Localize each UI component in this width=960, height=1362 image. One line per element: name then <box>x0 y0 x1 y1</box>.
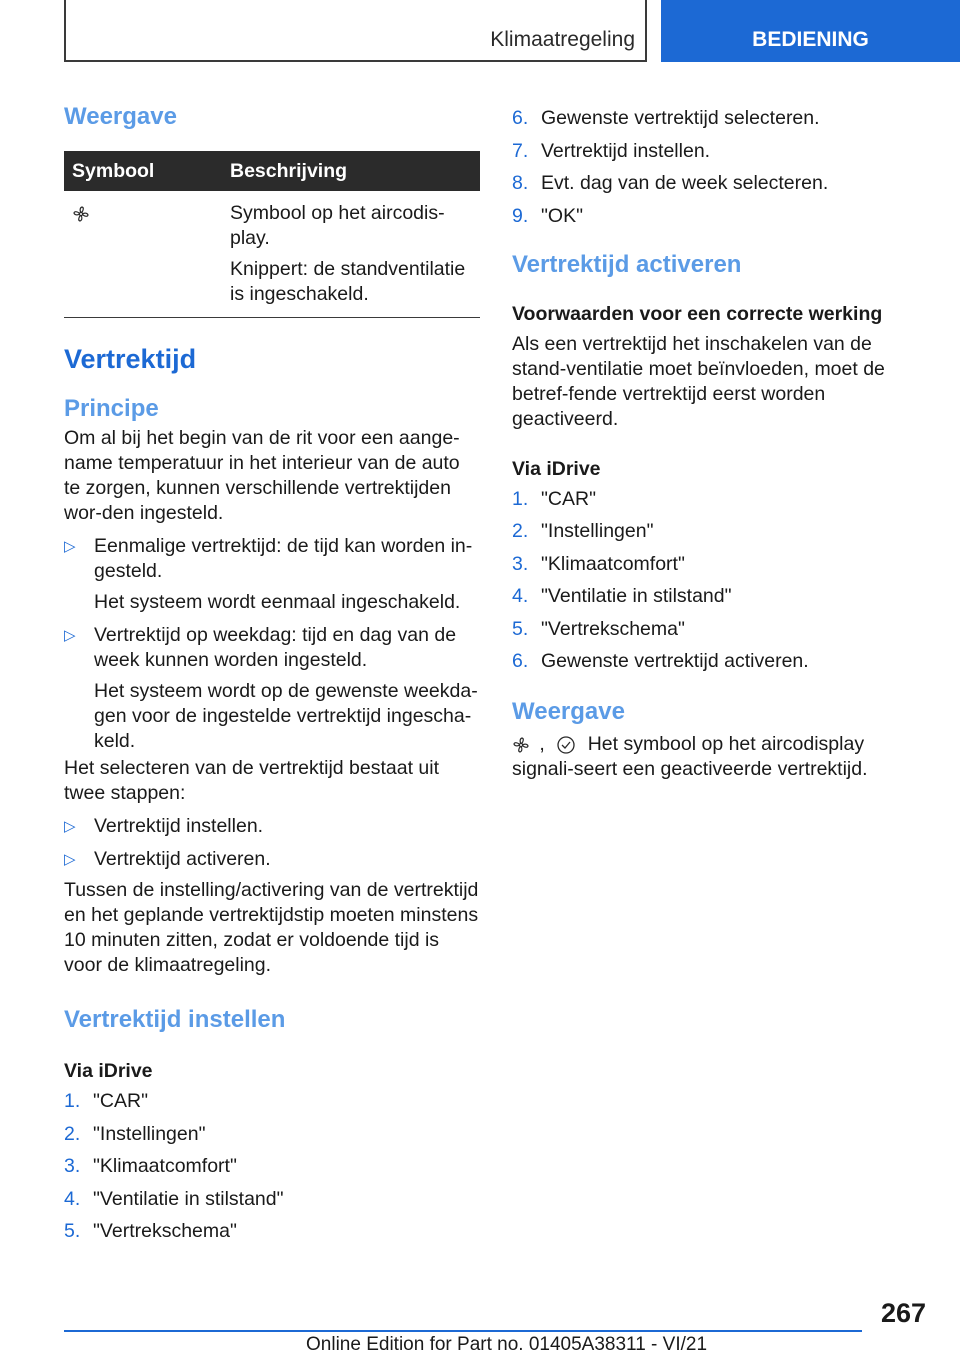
header-frame <box>64 0 647 62</box>
list-item <box>64 1187 480 1212</box>
list-item <box>64 1219 480 1244</box>
fan-icon <box>72 205 90 223</box>
list-item <box>512 617 930 642</box>
list-item <box>64 534 480 615</box>
step-number: 2. <box>512 520 529 542</box>
list-item <box>512 139 930 164</box>
weergave-heading: Weergave <box>64 103 177 130</box>
step-text: Evt. dag van de week selecteren. <box>541 172 829 194</box>
step-text: "Klimaatcomfort" <box>93 1155 237 1177</box>
step-text: Gewenste vertrektijd selecteren. <box>541 107 820 129</box>
list-item <box>64 847 480 872</box>
list-item <box>64 1122 480 1147</box>
list-item <box>64 1089 480 1114</box>
via-idrive-label: Via iDrive <box>512 457 601 480</box>
bullet-text: Eenmalige vertrektijd: de tijd kan worden in-gesteld. <box>94 535 473 582</box>
icon-separator: , <box>539 733 545 755</box>
clock-check-icon <box>556 735 576 755</box>
step-text: Gewenste vertrektijd activeren. <box>541 650 809 672</box>
instellen-heading: Vertrektijd instellen <box>64 1006 286 1033</box>
weergave-heading-2: Weergave <box>512 698 625 725</box>
page-header <box>0 0 960 66</box>
bullet-text: Vertrektijd instellen. <box>94 815 264 837</box>
chapter-title: BEDIENING <box>752 28 869 51</box>
step-number: 7. <box>512 139 529 162</box>
list-item <box>512 584 930 609</box>
voorwaarden-heading: Voorwaarden voor een correcte werking <box>512 302 883 325</box>
weergave-text: Het symbool op het aircodisplay signali-seert een geactiveerde vertrektijd. <box>512 733 868 780</box>
step-text: "OK" <box>541 204 584 227</box>
page-number: 267 <box>880 1298 926 1328</box>
table-desc-line: Knippert: de standventilatie is ingeschakeld. <box>230 258 466 305</box>
footer-divider <box>64 1330 862 1332</box>
principe-text: Om al bij het begin van de rit voor een aange-name temperatuur in het interieur van de auto te zorgen, kunnen verschillende vertrektijden wor-den ingesteld. <box>64 427 460 524</box>
step-number: 8. <box>512 172 529 194</box>
step-number: 2. <box>64 1122 81 1145</box>
bullet-text: Vertrektijd op weekdag: tijd en dag van de week kunnen worden ingesteld. <box>94 624 457 671</box>
left-column <box>64 95 480 1252</box>
list-item <box>512 487 930 512</box>
step-number: 5. <box>64 1220 81 1242</box>
bullet-subtext: Het systeem wordt eenmaal ingeschakeld. <box>94 591 461 613</box>
list-item <box>512 552 930 577</box>
via-idrive-label: Via iDrive <box>64 1060 153 1082</box>
step-number: 1. <box>512 487 529 510</box>
triangle-bullet-icon: ▷ <box>64 818 76 835</box>
table-row <box>64 191 480 318</box>
table-header-beschrijving: Beschrijving <box>222 151 480 191</box>
table-header-symbool: Symbool <box>64 151 222 191</box>
step-number: 6. <box>512 650 529 672</box>
voorwaarden-text: Als een vertrektijd het inschakelen van de stand-ventilatie moet beïnvloeden, moet de betref-fende vertrektijd eerst worden geactiveerd. <box>512 332 885 430</box>
select-text: Het selecteren van de vertrektijd bestaat uit twee stappen: <box>64 757 440 804</box>
step-number: 9. <box>512 204 529 227</box>
step-number: 3. <box>64 1155 81 1177</box>
edition-text: Online Edition for Part no. 01405A38311 - VI/21 <box>306 1334 708 1355</box>
list-item <box>64 1154 480 1179</box>
step-text: "Vertrekschema" <box>93 1220 237 1242</box>
right-column <box>512 106 930 782</box>
principe-heading: Principe <box>64 395 159 422</box>
triangle-bullet-icon: ▷ <box>64 851 76 868</box>
step-text: "CAR" <box>93 1090 149 1112</box>
step-text: "Ventilatie in stilstand" <box>93 1187 284 1210</box>
list-item <box>512 171 930 196</box>
triangle-bullet-icon: ▷ <box>64 538 76 555</box>
triangle-bullet-icon: ▷ <box>64 627 76 644</box>
step-number: 5. <box>512 617 529 640</box>
step-text: "Instellingen" <box>93 1122 206 1145</box>
list-item <box>64 623 480 754</box>
step-number: 4. <box>512 585 529 607</box>
step-text: "Ventilatie in stilstand" <box>541 585 732 607</box>
step-text: Vertrektijd instellen. <box>541 139 711 162</box>
weergave-text-block <box>512 732 930 782</box>
table-desc-line: Symbool op het aircodis-play. <box>230 202 445 249</box>
activeren-heading: Vertrektijd activeren <box>512 250 742 278</box>
symbol-table <box>64 151 480 318</box>
step-text: "Klimaatcomfort" <box>541 552 685 575</box>
list-item <box>512 106 930 131</box>
table-description-cell <box>222 191 480 318</box>
step-number: 1. <box>64 1090 81 1112</box>
step-number: 4. <box>64 1187 81 1210</box>
step-text: "CAR" <box>541 487 597 510</box>
list-item <box>512 204 930 229</box>
step-text: "Vertrekschema" <box>541 617 685 640</box>
vertrektijd-heading: Vertrektijd <box>64 344 197 374</box>
step-text: "Instellingen" <box>541 520 654 542</box>
list-item <box>512 649 930 674</box>
step-number: 3. <box>512 552 529 575</box>
list-item <box>512 519 930 544</box>
bullet-text: Vertrektijd activeren. <box>94 848 271 870</box>
list-item <box>64 814 480 839</box>
step-number: 6. <box>512 107 529 129</box>
section-title: Klimaatregeling <box>490 28 635 51</box>
fan-icon <box>512 736 530 754</box>
tussen-text: Tussen de instelling/activering van de vertrektijd en het geplande vertrektijdstip moeten minstens 10 minuten zitten, zodat er voldoende tijd is voor de klimaatregeling. <box>64 879 479 976</box>
table-symbol-cell <box>64 191 222 318</box>
bullet-subtext: Het systeem wordt op de gewenste weekda-gen voor de ingestelde vertrektijd ingescha-keld. <box>94 680 478 752</box>
chapter-tab <box>661 0 960 62</box>
